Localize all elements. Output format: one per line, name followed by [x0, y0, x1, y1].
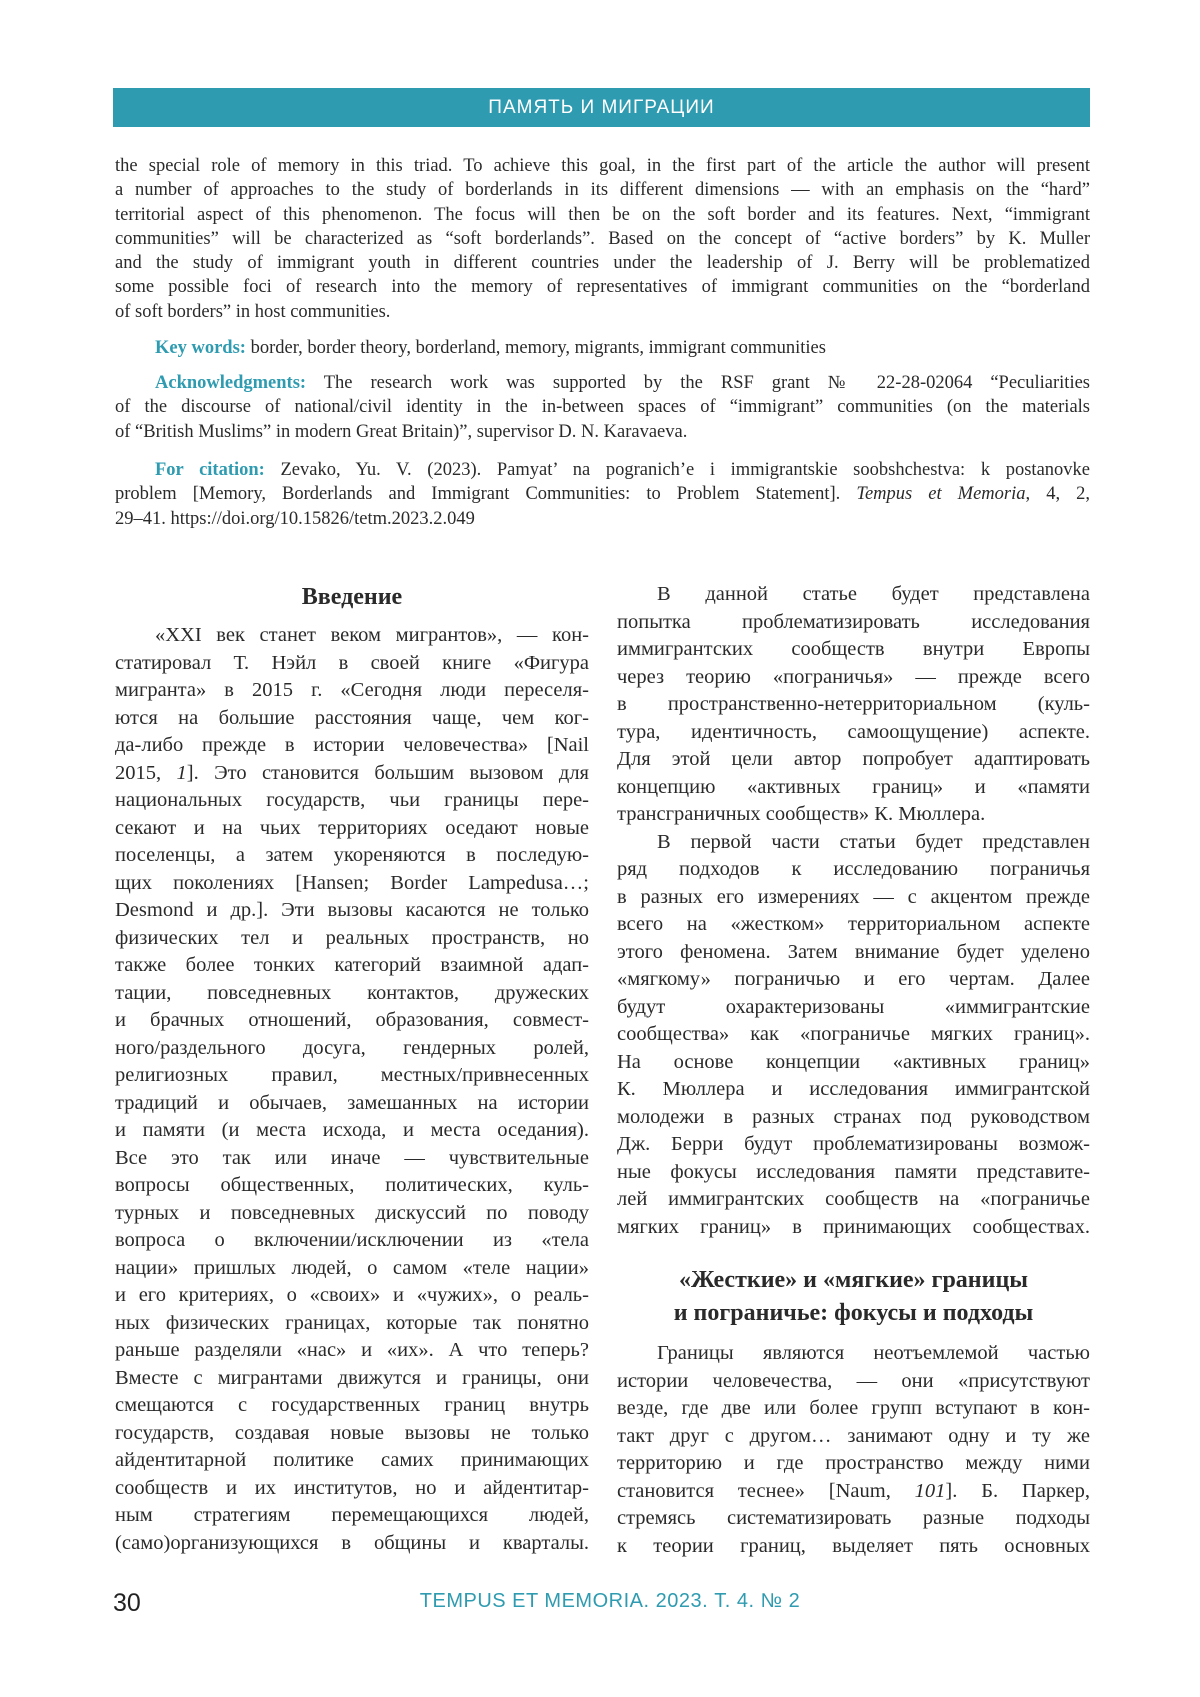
text-segment: , 4, 2,	[1026, 484, 1090, 504]
text-line: тура, идентичность, самоощущение) аспекте.	[617, 719, 1090, 747]
text-line: государств, создавая новые вызовы не только	[115, 1420, 589, 1448]
text-line: мягких границ» в принимающих сообществах.	[617, 1214, 1090, 1242]
left-column-text	[115, 622, 589, 1557]
text-line: и памяти (и места исхода, и места оседания).	[115, 1117, 589, 1145]
paragraph	[115, 336, 1090, 360]
text-line: в разных его измерениях — с акцентом прежде	[617, 884, 1090, 912]
text-line: of “British Muslims” in modern Great Britain)”, supervisor D. N. Karavaeva.	[115, 420, 1090, 444]
text-line: к теории границ, выделяет пять основных	[617, 1533, 1090, 1561]
text-line: Дж. Берри будут проблематизированы возмож-	[617, 1131, 1090, 1159]
text-line: Границы являются неотъемлемой частью	[617, 1340, 1090, 1368]
abstract	[115, 154, 1090, 324]
text-segment: ]. Б. Паркер,	[945, 1480, 1090, 1502]
paragraph	[617, 829, 1090, 1242]
italic-text: Tempus et Memoria	[856, 484, 1025, 504]
text-line: вопросы общественных, политических, куль-	[115, 1172, 589, 1200]
field-label: Acknowledgments:	[155, 373, 306, 393]
text-line: ного/раздельного досуга, гендерных ролей,	[115, 1035, 589, 1063]
text-line: традиций и обычаев, замешанных на истории	[115, 1090, 589, 1118]
text-line: сообществ и их институтов, но и айдентитар-	[115, 1475, 589, 1503]
text-line: Desmond и др.]. Эти вызовы касаются не только	[115, 897, 589, 925]
section-title: ПАМЯТЬ И МИГРАЦИИ	[488, 97, 714, 119]
text-line: всего на «жестком» территориальном аспекте	[617, 911, 1090, 939]
section-header-bar	[113, 88, 1090, 127]
text-line: and the study of immigrant youth in different countries under the leadership of J. Berry will be problematized	[115, 251, 1090, 275]
text-line	[115, 371, 1090, 395]
text-line: также более тонких категорий взаимной адап-	[115, 952, 589, 980]
text-line: сообщества» как «пограничье мягких границ».	[617, 1021, 1090, 1049]
text-line: концепцию «активных границ» и «памяти	[617, 774, 1090, 802]
text-line: стремясь систематизировать разные подходы	[617, 1505, 1090, 1533]
right-column-text-continued	[617, 1340, 1090, 1560]
text-line: трансграничных сообществ» К. Мюллера.	[617, 801, 1090, 829]
text-line: the special role of memory in this triad. To achieve this goal, in the first part of the article the author will present	[115, 154, 1090, 178]
text-line: ные фокусы исследования памяти представите-	[617, 1159, 1090, 1187]
journal-footer: TEMPUS ET MEMORIA. 2023. Т. 4. № 2	[400, 1590, 820, 1613]
text-line: лей иммигрантских сообществ на «пограничье	[617, 1186, 1090, 1214]
text-line: Вместе с мигрантами движутся и границы, они	[115, 1365, 589, 1393]
text-line: да-либо прежде в истории человечества» [Nail	[115, 732, 589, 760]
text-segment: 2015,	[115, 762, 177, 784]
section-heading-borders	[617, 1264, 1090, 1330]
text-line	[617, 1478, 1090, 1506]
text-line: раньше разделяли «нас» и «их». А что теперь?	[115, 1337, 589, 1365]
italic-text: 1	[177, 762, 187, 784]
text-line: в пространственно-нетерриториальном (куль-	[617, 691, 1090, 719]
text-line: Для этой цели автор попробует адаптировать	[617, 746, 1090, 774]
text-line: мигранта» в 2015 г. «Сегодня люди переселя-	[115, 677, 589, 705]
heading-line: «Жесткие» и «мягкие» границы	[617, 1264, 1090, 1297]
text-line: «XXI век станет веком мигрантов», — кон-	[115, 622, 589, 650]
text-line: турных и повседневных дискуссий по поводу	[115, 1200, 589, 1228]
text-line: религиозных правил, местных/привнесенных	[115, 1062, 589, 1090]
paragraph	[617, 581, 1090, 829]
text-line: физических тел и реальных пространств, но	[115, 925, 589, 953]
text-line: везде, где две или более групп вступают в кон-	[617, 1395, 1090, 1423]
text-line: some possible foci of research into the memory of representatives of immigrant communities on the “borderland	[115, 275, 1090, 299]
paragraph	[115, 458, 1090, 531]
italic-text: 101	[915, 1480, 946, 1502]
text-line: of the discourse of national/civil identity in the in-between spaces of “immigrant” communities (on the materials	[115, 395, 1090, 419]
field-label: Key words:	[155, 338, 246, 358]
text-line: ным стратегиям перемещающихся людей,	[115, 1502, 589, 1530]
text-line: территорию и где пространство между ними	[617, 1450, 1090, 1478]
text-line: ряд подходов к исследованию пограничья	[617, 856, 1090, 884]
text-line: через теорию «пограничья» — прежде всего	[617, 664, 1090, 692]
text-segment: problem [Memory, Borderlands and Immigrant Communities: to Problem Statement].	[115, 484, 856, 504]
text-line: будут охарактеризованы «иммигрантские	[617, 994, 1090, 1022]
text-line: истории человечества, — они «присутствуют	[617, 1368, 1090, 1396]
text-line: этого феномена. Затем внимание будет уделено	[617, 939, 1090, 967]
paragraph	[115, 371, 1090, 444]
text-line: поселенцы, а затем укореняются в последую-	[115, 842, 589, 870]
text-line: ных физических границах, которые так понятно	[115, 1310, 589, 1338]
text-line: смещаются с государственных границ внутрь	[115, 1392, 589, 1420]
text-line	[115, 482, 1090, 506]
text-line: айдентитарной политике самих принимающих	[115, 1447, 589, 1475]
text-segment: становится теснее» [Naum,	[617, 1480, 915, 1502]
text-line: попытка проблематизировать исследования	[617, 609, 1090, 637]
text-line	[115, 458, 1090, 482]
text-line: такт друг с другом… занимают одну и ту же	[617, 1423, 1090, 1451]
text-line: a number of approaches to the study of borderlands in its different dimensions — with an emphasis on the “hard”	[115, 178, 1090, 202]
text-line: нации» пришлых людей, о самом «теле нации»	[115, 1255, 589, 1283]
heading-line: и пограничье: фокусы и подходы	[617, 1297, 1090, 1330]
field-label: For citation:	[155, 460, 265, 480]
text-line	[115, 336, 1090, 360]
text-line: В данной статье будет представлена	[617, 581, 1090, 609]
text-line: секают и на чьих территориях оседают новые	[115, 815, 589, 843]
text-line: молодежи в разных странах под руководством	[617, 1104, 1090, 1132]
paragraph	[115, 154, 1090, 324]
text-line: ются на большие расстояния чаще, чем ког-	[115, 705, 589, 733]
acknowledgments	[115, 371, 1090, 444]
text-line: вопроса о включении/исключении из «тела	[115, 1227, 589, 1255]
text-line: национальных государств, чьи границы пере-	[115, 787, 589, 815]
text-line: иммигрантских сообществ внутри Европы	[617, 636, 1090, 664]
section-heading-introduction: Введение	[115, 581, 589, 614]
keywords	[115, 336, 1090, 360]
text-line: «мягкому» пограничью и его чертам. Далее	[617, 966, 1090, 994]
right-column-text	[617, 581, 1090, 1241]
paragraph	[617, 1340, 1090, 1560]
text-line: Все это так или иначе — чувствительные	[115, 1145, 589, 1173]
text-line: статировал Т. Нэйл в своей книге «Фигура	[115, 650, 589, 678]
citation	[115, 458, 1090, 531]
text-line: и его критериях, о «своих» и «чужих», о реаль-	[115, 1282, 589, 1310]
text-segment: border, border theory, borderland, memory, migrants, immigrant communities	[246, 338, 826, 358]
text-line: (само)организующихся в общины и кварталы.	[115, 1530, 589, 1558]
text-segment: The research work was supported by the RSF grant № 22-28-02064 “Peculiarities	[306, 373, 1090, 393]
text-line: К. Мюллера и исследования иммигрантской	[617, 1076, 1090, 1104]
text-line	[115, 760, 589, 788]
text-line: тации, повседневных контактов, дружеских	[115, 980, 589, 1008]
paragraph	[115, 622, 589, 1557]
text-segment: Zevako, Yu. V. (2023). Pamyat’ na pogranich’e i immigrantskie soobshchestva: k postanovke	[265, 460, 1090, 480]
text-segment: ]. Это становится большим вызовом для	[187, 762, 589, 784]
text-line: На основе концепции «активных границ»	[617, 1049, 1090, 1077]
text-line: territorial aspect of this phenomenon. The focus will then be on the soft border and its features. Next, “immigrant	[115, 203, 1090, 227]
text-line: of soft borders” in host communities.	[115, 300, 1090, 324]
text-line: 29–41. https://doi.org/10.15826/tetm.2023.2.049	[115, 507, 1090, 531]
page-number: 30	[113, 1589, 141, 1618]
text-line: щих поколениях [Hansen; Border Lampedusa…;	[115, 870, 589, 898]
text-line: В первой части статьи будет представлен	[617, 829, 1090, 857]
text-line: и брачных отношений, образования, совмест-	[115, 1007, 589, 1035]
text-line: communities” will be characterized as “soft borderlands”. Based on the concept of “active borders” by K. Muller	[115, 227, 1090, 251]
